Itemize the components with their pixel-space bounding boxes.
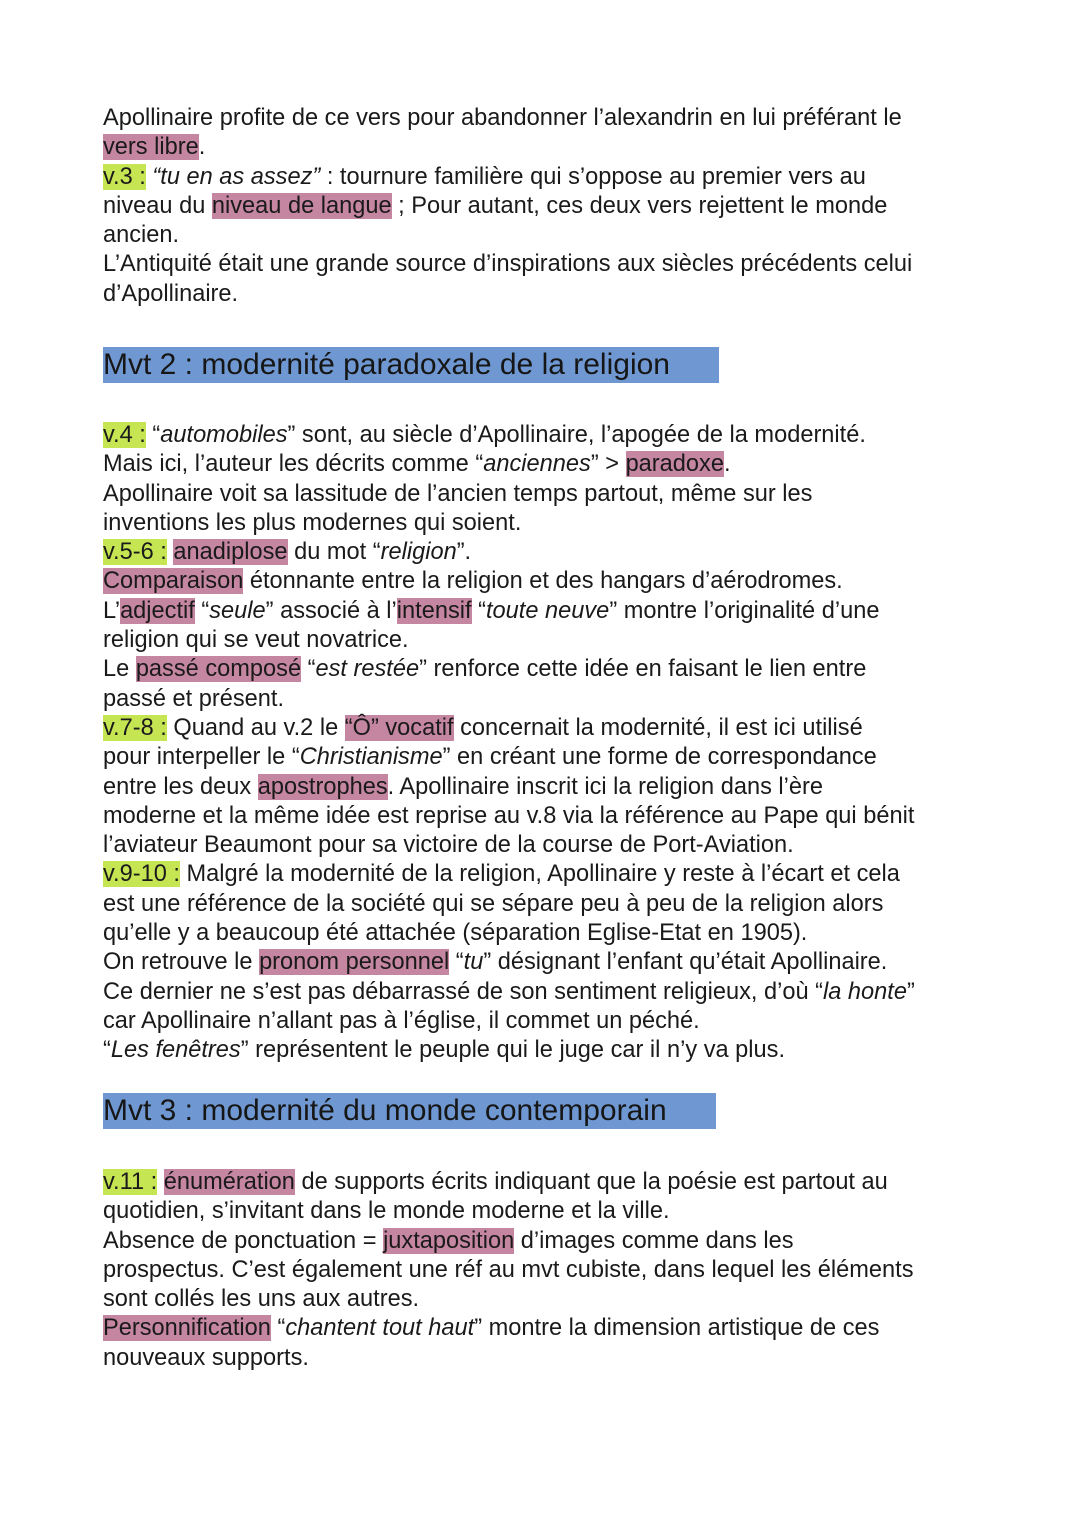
text-line: car Apollinaire n’allant pas à l’église, il commet un péché. [103, 1007, 700, 1034]
verse-tag: v.7-8 : [103, 714, 167, 741]
text-line: L’adjectif “seule” associé à l’intensif “toute neuve” montre l’originalité d’une [103, 597, 880, 624]
highlight-term: anadiplose [173, 539, 288, 566]
verse-tag: v.9-10 : [103, 861, 180, 888]
text-line: moderne et la même idée est reprise au v.8 via la référence au Pape qui bénit [103, 802, 915, 829]
text-line: est une référence de la société qui se sépare peu à peu de la religion alors [103, 890, 884, 917]
verse-tag: v.4 : [103, 422, 146, 448]
text-line: v.4 : “automobiles” sont, au siècle d’Apollinaire, l’apogée de la modernité. [103, 422, 866, 448]
highlight-term: “Ô” vocatif [344, 714, 454, 741]
text-line: Ce dernier ne s’est pas débarrassé de son sentiment religieux, d’où “la honte” [103, 978, 915, 1005]
text-line: v.7-8 : Quand au v.2 le “Ô” vocatif concernait la modernité, il est ici utilisé [103, 714, 863, 741]
text-line: On retrouve le pronom personnel “tu” désignant l’enfant qu’était Apollinaire. [103, 949, 888, 976]
text-line: niveau du niveau de langue ; Pour autant, ces deux vers rejettent le monde [103, 192, 888, 219]
text-line: ancien. [103, 222, 180, 249]
text-line: Le passé composé “est restée” renforce cette idée en faisant le lien entre [103, 656, 867, 683]
text-line: v.3 : “tu en as assez” : tournure familière qui s’oppose au premier vers au [103, 163, 866, 190]
text-line: quotidien, s’invitant dans le monde moderne et la ville. [103, 1198, 670, 1225]
text-line: Comparaison étonnante entre la religion et des hangars d’aérodromes. [103, 568, 843, 595]
text-line: qu’elle y a beaucoup été attachée (séparation Eglise-Etat en 1905). [103, 920, 808, 947]
text-line: entre les deux apostrophes. Apollinaire inscrit ici la religion dans l’ère [103, 773, 824, 800]
highlight-term: Personnification [103, 1315, 271, 1342]
highlight-term: pronom personnel [259, 949, 450, 976]
mvt3-paragraph [103, 1168, 1003, 1373]
highlight-term: Comparaison [103, 568, 244, 595]
text-line: “Les fenêtres” représentent le peuple qui le juge car il n’y va plus. [103, 1037, 785, 1064]
text-line: religion qui se veut novatrice. [103, 627, 409, 654]
mvt2-paragraph [103, 421, 1003, 1066]
text-line: prospectus. C’est également une réf au mvt cubiste, dans lequel les éléments [103, 1256, 914, 1283]
text-line: v.5-6 : anadiplose du mot “religion”. [103, 539, 472, 566]
highlight-term: juxtaposition [383, 1227, 515, 1254]
text-line: Personnification “chantent tout haut” montre la dimension artistique de ces [103, 1315, 880, 1342]
text-line: v.11 : énumération de supports écrits indiquant que la poésie est partout au [103, 1169, 888, 1195]
text-line: vers libre. [103, 134, 206, 161]
highlight-term: passé composé [135, 656, 302, 683]
highlight-term: apostrophes [257, 773, 388, 800]
highlight-term: paradoxe [625, 451, 724, 478]
text-line: inventions les plus modernes qui soient. [103, 509, 522, 536]
text-line: nouveaux supports. [103, 1344, 309, 1371]
text-line: Mais ici, l’auteur les décrits comme “anciennes” > paradoxe. [103, 451, 731, 478]
verse-tag: v.11 : [103, 1169, 158, 1195]
highlight-term: adjectif [120, 597, 195, 624]
quote: “tu en as assez” [152, 163, 321, 190]
highlight-term: niveau de langue [211, 192, 392, 219]
highlight-term: énumération [163, 1169, 295, 1195]
text-line: v.9-10 : Malgré la modernité de la religion, Apollinaire y reste à l’écart et cela [103, 861, 900, 888]
section-heading-mvt3: Mvt 3 : modernité du monde contemporain [103, 1093, 716, 1129]
verse-tag: v.5-6 : [103, 539, 167, 566]
highlight-term: vers libre [103, 134, 199, 161]
text-line: Apollinaire voit sa lassitude de l’ancien temps partout, même sur les [103, 480, 813, 507]
text-line: pour interpeller le “Christianisme” en créant une forme de correspondance [103, 744, 877, 771]
text-line: l’aviateur Beaumont pour sa victoire de la course de Port-Aviation. [103, 832, 794, 859]
text-line: L’Antiquité était une grande source d’inspirations aux siècles précédents celui [103, 251, 913, 278]
section-heading-mvt2: Mvt 2 : modernité paradoxale de la religion [103, 347, 719, 383]
text-line: Apollinaire profite de ce vers pour abandonner l’alexandrin en lui préférant le [103, 105, 902, 131]
intro-paragraph [103, 104, 1003, 309]
text-line: d’Apollinaire. [103, 280, 239, 307]
highlight-term: intensif [396, 597, 472, 624]
text-line: sont collés les uns aux autres. [103, 1286, 420, 1313]
verse-tag: v.3 : [103, 163, 146, 190]
text-line: passé et présent. [103, 685, 284, 712]
text-line: Absence de ponctuation = juxtaposition d’images comme dans les [103, 1227, 794, 1254]
